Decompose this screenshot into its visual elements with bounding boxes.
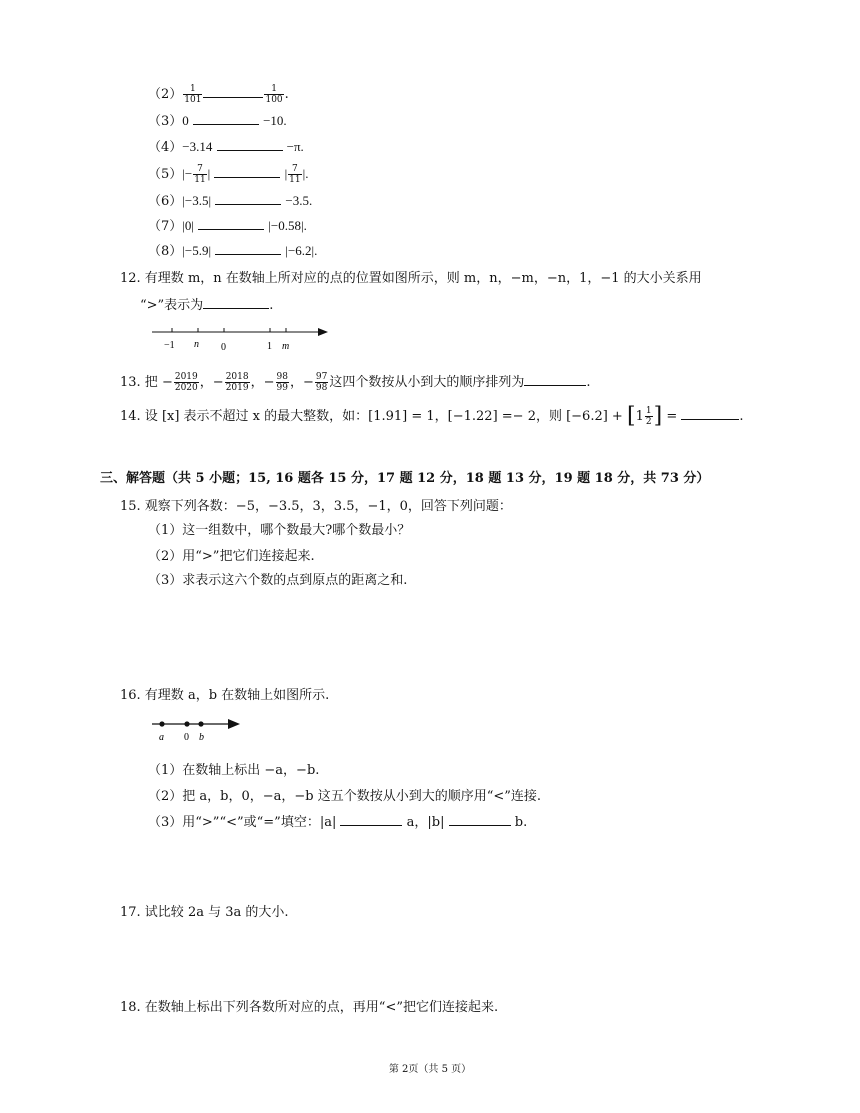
answer-blank[interactable] (203, 296, 269, 309)
q11-item-8: （8）|−5.9| |−6.2|. (148, 243, 318, 259)
q11-item-7: （7）|0| |−0.58|. (148, 218, 307, 234)
fraction: $\frac{1}{101}$ (184, 84, 202, 105)
fraction: $\frac{2018}{2019}$ (225, 372, 249, 393)
q16-part-2: （2）把 a，b，0，−a，−b 这五个数按从小到大的顺序用“<”连接. (148, 789, 542, 804)
page-footer: 第 2页（共 5 页） (388, 1064, 472, 1075)
answer-blank[interactable] (193, 112, 259, 125)
q11-item-5: （5）|− $\frac{7}{11}$ | | $\frac{7}{11}$ |. (148, 164, 309, 185)
q11-item-2: （2） $\frac{1}{101}$ $\frac{1}{100}$ . (148, 84, 289, 105)
q14-stem: 14. 设 [x] 表示不超过 x 的最大整数，如：[1.91] = 1，[−1.22] =− 2，则 [−6.2] + [1 $\frac{1}{2}$ ] = . (120, 403, 744, 429)
fraction: $\frac{98}{99}$ (276, 372, 288, 393)
fraction: $\frac{2019}{2020}$ (174, 372, 198, 393)
fraction: $\frac{97}{98}$ (315, 372, 328, 393)
q12-number-line (148, 322, 338, 354)
q11-item-3: （3）0 −10. (148, 113, 287, 129)
answer-blank[interactable] (215, 192, 281, 205)
answer-blank[interactable] (217, 138, 283, 151)
q15-part-2: （2）用“>”把它们连接起来. (148, 549, 315, 564)
section-title: 三、解答题（共 5 小题；15, 16 题各 15 分，17 题 12 分，18 题 13 分，19 题 18 分，共 73 分） (100, 471, 710, 486)
answer-blank[interactable] (198, 217, 264, 230)
q17-stem: 17. 试比较 2a 与 3a 的大小. (120, 905, 289, 920)
axis-label-n: n (194, 339, 199, 350)
q15-part-1: （1）这一组数中，哪个数最大?哪个数最小？ (148, 523, 411, 538)
q11-item-4: （4）−3.14 −π. (148, 139, 304, 155)
axis-label-b: b (199, 732, 204, 743)
fraction: $\frac{1}{2}$ (645, 406, 652, 427)
answer-blank[interactable] (215, 242, 281, 255)
axis-label-a: a (159, 732, 164, 743)
q15-stem: 15. 观察下列各数：−5，−3.5，3，3.5，−1，0，回答下列问题： (120, 499, 512, 514)
q16-part-3: （3）用“>”“<”或“=”填空：|a| a，|b| b. (148, 815, 528, 830)
q16-number-line (150, 714, 250, 744)
axis-label-zero: 0 (221, 342, 226, 353)
fraction: $\frac{1}{100}$ (265, 84, 283, 105)
answer-blank[interactable] (449, 813, 511, 826)
answer-blank[interactable] (214, 165, 280, 178)
q13-stem: 13. 把 − $\frac{2019}{2020}$ ，− $\frac{2018}{2019}$ ，− $\frac{98}{99}$ ，− $\frac{97}{98}$ 这四个数按从小到大的顺序排列为 . (120, 372, 591, 393)
q12-stem: 12. 有理数 m，n 在数轴上所对应的点的位置如图所示，则 m，n，−m，−n，1，−1 的大小关系用 (120, 271, 702, 286)
answer-blank[interactable] (681, 407, 739, 420)
fraction: $\frac{7}{11}$ (194, 164, 206, 185)
q11-item-6: （6）|−3.5| −3.5. (148, 193, 313, 209)
axis-label-one: 1 (267, 341, 272, 352)
axis-label-neg-one: −1 (164, 340, 175, 351)
q16-part-1: （1）在数轴上标出 −a，−b. (148, 763, 320, 778)
answer-blank[interactable] (203, 85, 263, 98)
q12-stem-2: “>”表示为 . (140, 298, 274, 313)
axis-label-zero: 0 (184, 732, 189, 743)
answer-blank[interactable] (524, 373, 586, 386)
q15-part-3: （3）求表示这六个数的点到原点的距离之和. (148, 573, 408, 588)
q16-stem: 16. 有理数 a，b 在数轴上如图所示. (120, 688, 330, 703)
answer-blank[interactable] (340, 813, 402, 826)
q18-stem: 18. 在数轴上标出下列各数所对应的点，再用“<”把它们连接起来. (120, 1000, 499, 1015)
axis-label-m: m (282, 341, 290, 352)
fraction: $\frac{7}{11}$ (289, 164, 301, 185)
